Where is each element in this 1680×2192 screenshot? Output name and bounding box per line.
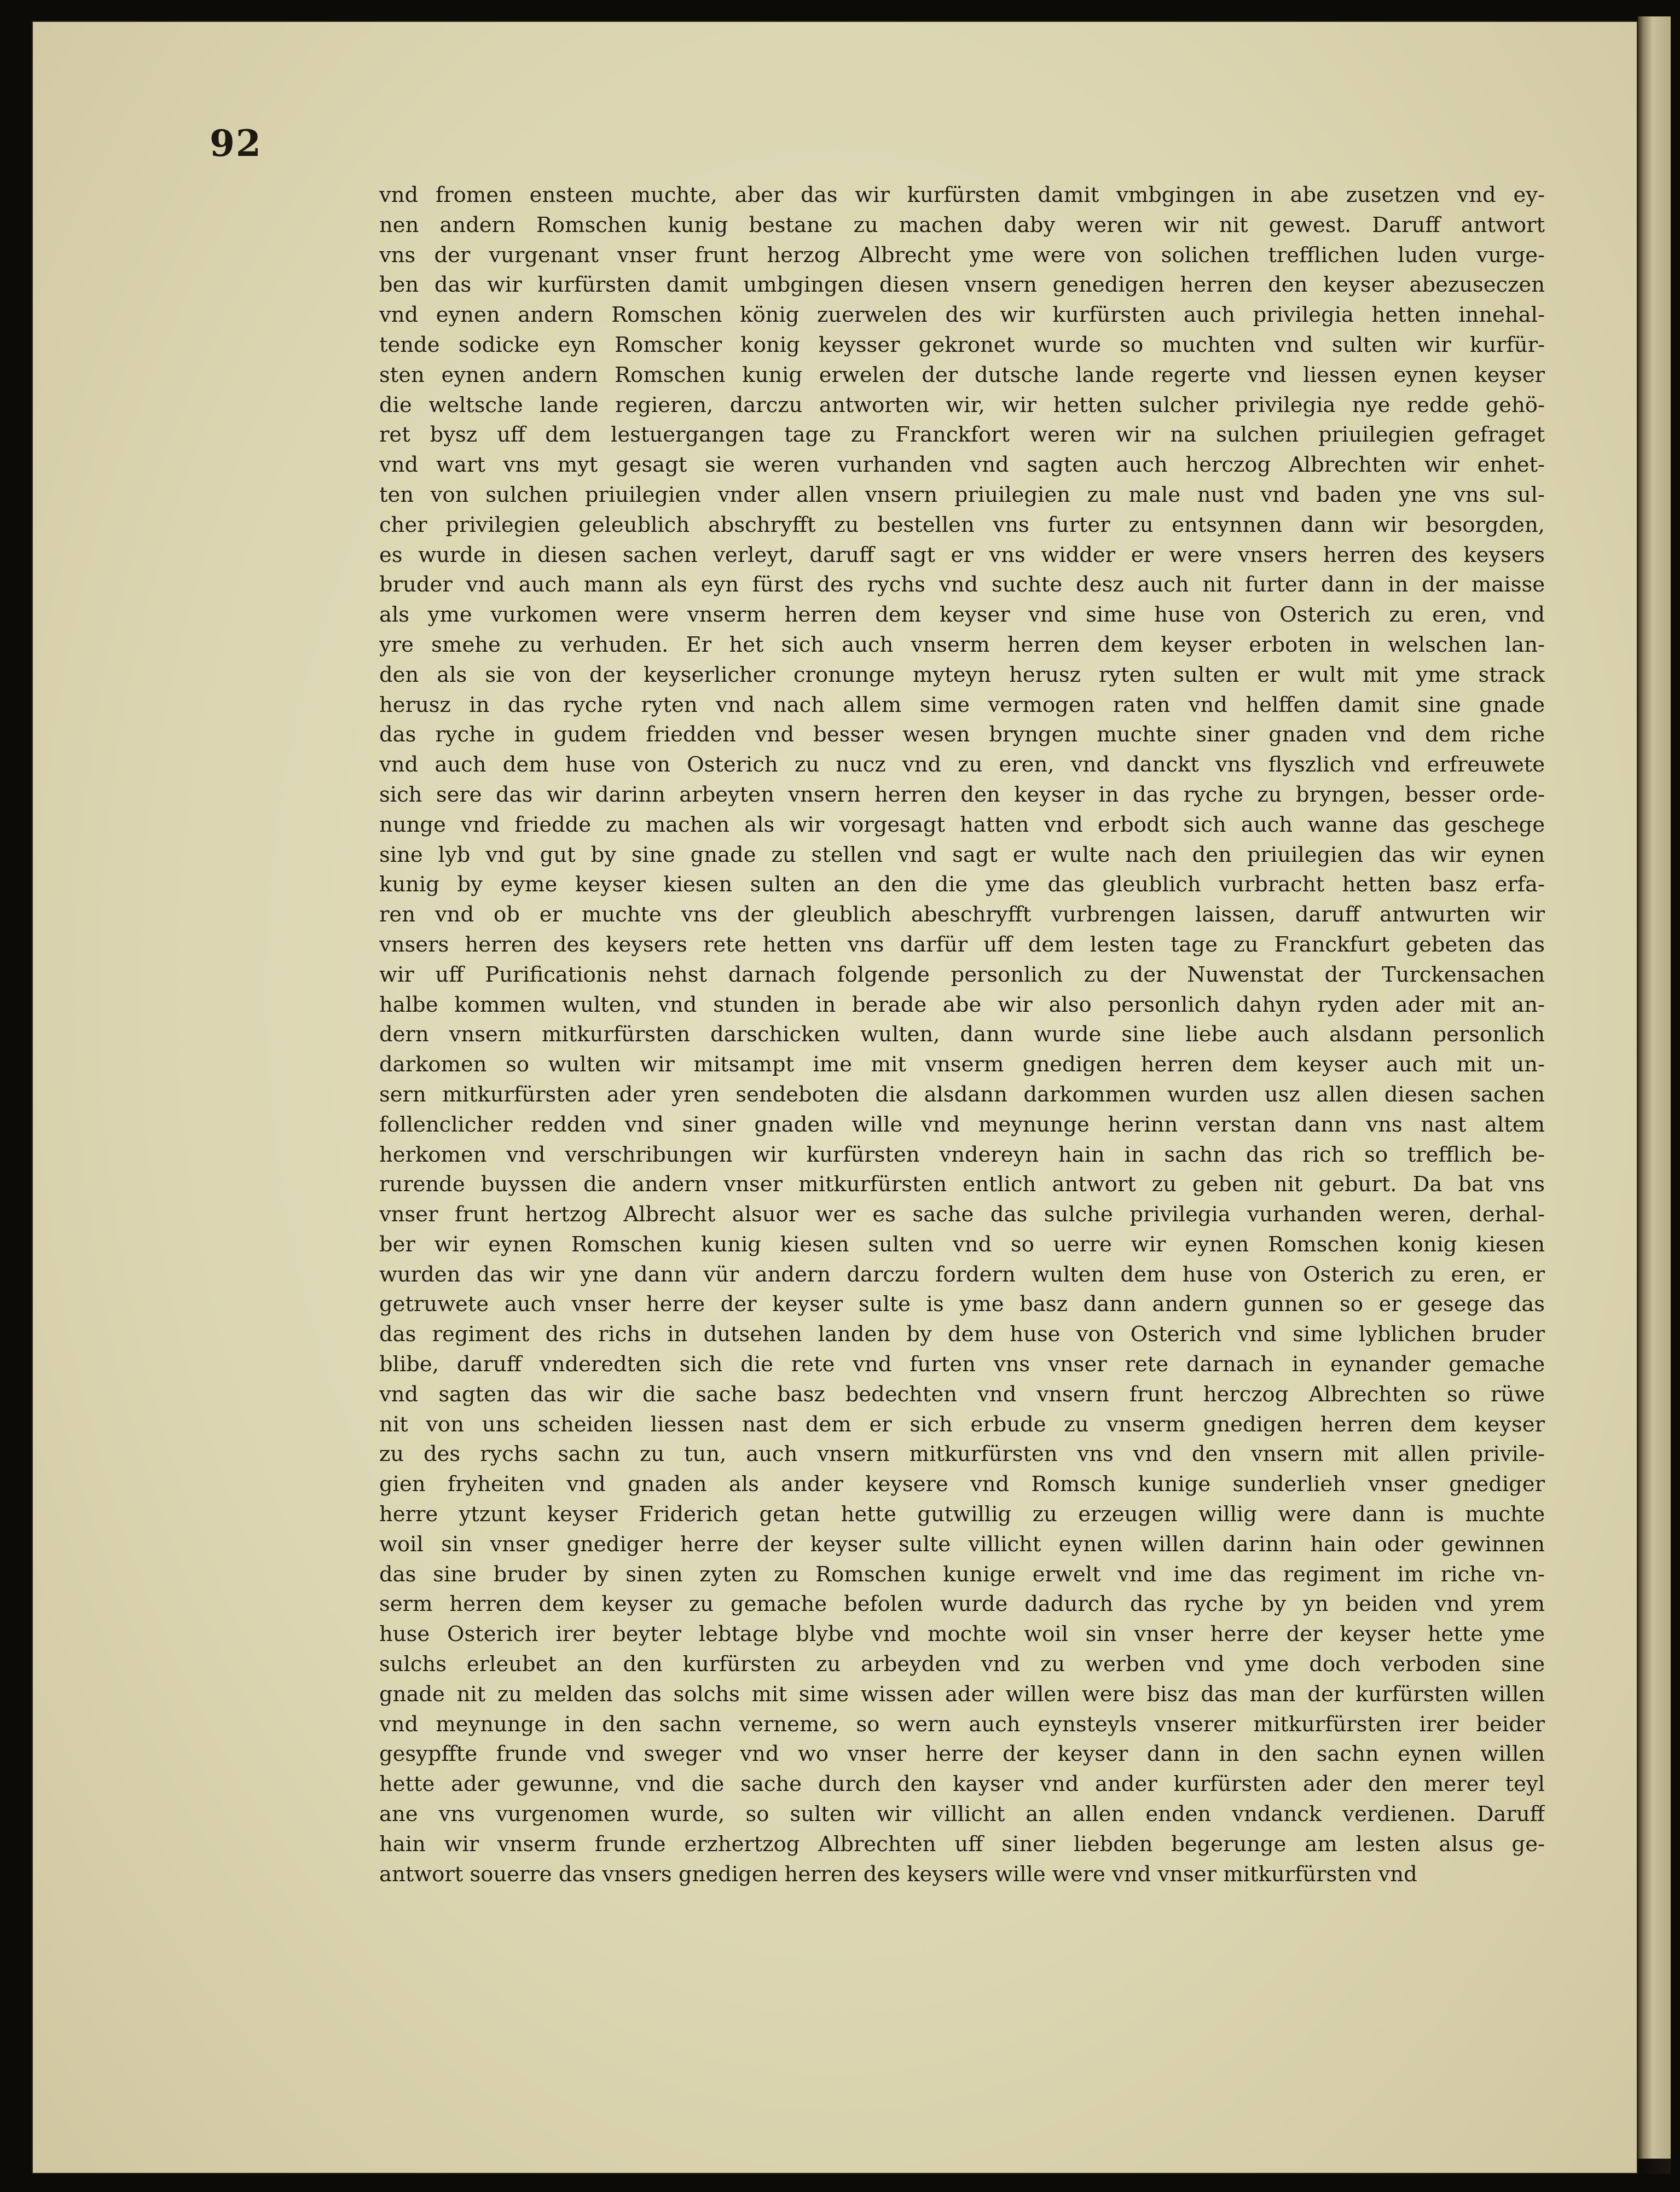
- text-line: vnsers herren des keysers rete hetten vns darfür uff dem lesten tage zu Franckfurt gebeten das: [379, 932, 1545, 957]
- text-line: den als sie von der keyserlicher cronunge myteyn herusz ryten sulten er wult mit yme strack: [379, 662, 1545, 687]
- text-line: bruder vnd auch mann als eyn fürst des rychs vnd suchte desz auch nit furter dann in der maisse: [379, 572, 1545, 598]
- text-line: das sine bruder by sinen zyten zu Romschen kunige erwelt vnd ime das regiment im riche vn-: [379, 1562, 1545, 1587]
- facing-page-edge: [1638, 16, 1671, 2159]
- text-line: ane vns vurgenomen wurde, so sulten wir villicht an allen enden vndanck verdienen. Daruff: [379, 1802, 1545, 1827]
- text-line: gien fryheiten vnd gnaden als ander keysere vnd Romsch kunige sunderlieh vnser gnediger: [379, 1472, 1545, 1497]
- text-line: das regiment des richs in dutsehen landen by dem huse von Osterich vnd sime lyblichen bruder: [379, 1322, 1545, 1347]
- text-line: vnd meynunge in den sachn verneme, so wern auch eynsteyls vnserer mitkurfürsten irer beider: [379, 1712, 1545, 1737]
- text-line: ber wir eynen Romschen kunig kiesen sulten vnd so uerre wir eynen Romschen konig kiesen: [379, 1232, 1545, 1257]
- text-line: antwort souerre das vnsers gnedigen herren des keysers wille were vnd vnser mitkurfürsten vnd: [379, 1862, 1417, 1887]
- text-line: vnd fromen ensteen muchte, aber das wir kurfürsten damit vmbgingen in abe zusetzen vnd ey-: [379, 183, 1545, 207]
- text-line: tende sodicke eyn Romscher konig keysser gekronet wurde so muchten vnd sulten wir kurfür-: [379, 332, 1545, 357]
- text-line: es wurde in diesen sachen verleyt, daruff sagt er vns widder er were vnsers herren des keysers: [379, 542, 1545, 567]
- text-line: zu des rychs sachn zu tun, auch vnsern mitkurfürsten vns vnd den vnsern mit allen privile-: [379, 1442, 1545, 1467]
- text-line: woil sin vnser gnediger herre der keyser sulte villicht eynen willen darinn hain oder gewinnen: [379, 1532, 1545, 1557]
- text-line: vns der vurgenant vnser frunt herzog Albrecht yme were von solichen trefflichen luden vurge-: [379, 242, 1545, 268]
- text-line: herre ytzunt keyser Friderich getan hette gutwillig zu erzeugen willig were dann is muchte: [379, 1502, 1545, 1527]
- text-line: ben das wir kurfürsten damit umbgingen diesen vnsern genedigen herren den keyser abezuseczen: [379, 272, 1545, 298]
- text-line: vnd auch dem huse von Osterich zu nucz vnd zu eren, vnd danckt vns flyszlich vnd erfreuwete: [379, 752, 1545, 778]
- text-line: das ryche in gudem friedden vnd besser wesen bryngen muchte siner gnaden vnd dem riche: [379, 722, 1545, 747]
- text-line: serm herren dem keyser zu gemache befolen wurde dadurch das ryche by yn beiden vnd yrem: [379, 1592, 1545, 1617]
- text-line: rurende buyssen die andern vnser mitkurfürsten entlich antwort zu geben nit geburt. Da bat vns: [379, 1172, 1545, 1197]
- text-line: herkomen vnd verschribungen wir kurfürsten vndereyn hain in sachn das rich so trefflich be-: [379, 1142, 1545, 1167]
- text-line: huse Osterich irer beyter lebtage blybe vnd mochte woil sin vnser herre der keyser hette yme: [379, 1622, 1545, 1647]
- text-line: ren vnd ob er muchte vns der gleublich abeschryfft vurbrengen laissen, daruff antwurten wir: [379, 902, 1545, 927]
- text-line: gesypffte frunde vnd sweger vnd wo vnser herre der keyser dann in den sachn eynen willen: [379, 1742, 1545, 1767]
- text-line: hette ader gewunne, vnd die sache durch den kayser vnd ander kurfürsten ader den merer teyl: [379, 1772, 1545, 1797]
- text-line: sulchs erleubet an den kurfürsten zu arbeyden vnd zu werben vnd yme doch verboden sine: [379, 1652, 1545, 1677]
- body-text: [379, 181, 1545, 1889]
- text-line: dern vnsern mitkurfürsten darschicken wulten, dann wurde sine liebe auch alsdann personlich: [379, 1022, 1545, 1047]
- text-line: sich sere das wir darinn arbeyten vnsern herren den keyser in das ryche zu bryngen, besser orde-: [379, 782, 1545, 807]
- text-line: vnd sagten das wir die sache basz bedechten vnd vnsern frunt herczog Albrechten so rüwe: [379, 1382, 1545, 1407]
- text-line: wir uff Purificationis nehst darnach folgende personlich zu der Nuwenstat der Turckensachen: [379, 962, 1545, 987]
- text-line: ten von sulchen priuilegien vnder allen vnsern priuilegien zu male nust vnd baden yne vns sul-: [379, 482, 1545, 507]
- text-line: halbe kommen wulten, vnd stunden in berade abe wir also personlich dahyn ryden ader mit an-: [379, 992, 1545, 1017]
- text-line: hain wir vnserm frunde erzhertzog Albrechten uff siner liebden begerunge am lesten alsus ge-: [379, 1831, 1545, 1857]
- text-line: ret bysz uff dem lestuergangen tage zu Franckfort weren wir na sulchen priuilegien gefraget: [379, 422, 1545, 448]
- text-line: gnade nit zu melden das solchs mit sime wissen ader willen were bisz das man der kurfürsten willen: [379, 1681, 1545, 1707]
- page-number: 92: [210, 122, 262, 165]
- text-line: sern mitkurfürsten ader yren sendeboten die alsdann darkommen wurden usz allen diesen sachen: [379, 1082, 1545, 1107]
- text-line: follenclicher redden vnd siner gnaden wille vnd meynunge herinn verstan dann vns nast altem: [379, 1112, 1545, 1137]
- text-line: vnser frunt hertzog Albrecht alsuor wer es sache das sulche privilegia vurhanden weren, derhal-: [379, 1202, 1545, 1227]
- text-line: kunig by eyme keyser kiesen sulten an den die yme das gleublich vurbracht hetten basz erfa-: [379, 872, 1545, 897]
- text-line: wurden das wir yne dann vür andern darczu fordern wulten dem huse von Osterich zu eren, er: [379, 1262, 1545, 1287]
- text-line: vnd eynen andern Romschen könig zuerwelen des wir kurfürsten auch privilegia hetten innehal-: [379, 303, 1545, 328]
- text-line: nunge vnd friedde zu machen als wir vorgesagt hatten vnd erbodt sich auch wanne das geschege: [379, 812, 1545, 837]
- text-line: vnd wart vns myt gesagt sie weren vurhanden vnd sagten auch herczog Albrechten wir enhet-: [379, 453, 1545, 478]
- text-line: yre smehe zu verhuden. Er het sich auch vnserm herren dem keyser erboten in welschen lan-: [379, 632, 1545, 657]
- text-line: sten eynen andern Romschen kunig erwelen der dutsche lande regerte vnd liessen eynen keyser: [379, 362, 1545, 387]
- text-line: nit von uns scheiden liessen nast dem er sich erbude zu vnserm gnedigen herren dem keyser: [379, 1412, 1545, 1437]
- text-line: getruwete auch vnser herre der keyser sulte is yme basz dann andern gunnen so er gesege das: [379, 1292, 1545, 1317]
- text-line: sine lyb vnd gut by sine gnade zu stellen vnd sagt er wulte nach den priuilegien das wir eynen: [379, 842, 1545, 867]
- text-line: darkomen so wulten wir mitsampt ime mit vnserm gnedigen herren dem keyser auch mit un-: [379, 1052, 1545, 1077]
- text-line: die weltsche lande regieren, darczu antworten wir, wir hetten sulcher privilegia nye redde gehö-: [379, 392, 1545, 417]
- text-line: blibe, daruff vnderedten sich die rete vnd furten vns vnser rete darnach in eynander gemache: [379, 1352, 1545, 1377]
- text-line: als yme vurkomen were vnserm herren dem keyser vnd sime huse von Osterich zu eren, vnd: [379, 602, 1545, 628]
- text-line: herusz in das ryche ryten vnd nach allem sime vermogen raten vnd helffen damit sine gnade: [379, 692, 1545, 717]
- text-line: nen andern Romschen kunig bestane zu machen daby weren wir nit gewest. Daruff antwort: [379, 212, 1545, 237]
- text-line: cher privilegien geleublich abschryfft zu bestellen vns furter zu entsynnen dann wir besorgden,: [379, 512, 1545, 537]
